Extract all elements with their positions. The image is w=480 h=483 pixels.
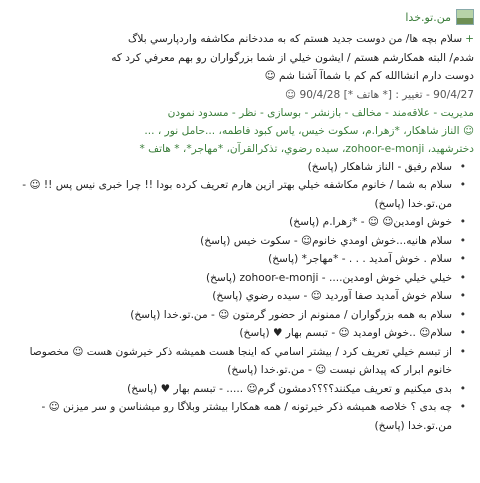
comment-item (6, 287, 456, 306)
comment-item (6, 343, 456, 380)
comment-item (6, 213, 456, 232)
comment-text: سلام خوش آمدید صفا آوردید ☺ - سیده رضوي (پاسخ) (212, 290, 452, 302)
comment-text: سلام به همه بزرگواران / ممنونم از حضور گرمتون ☺ - من.تو.خدا (پاسخ) (130, 308, 452, 321)
post-line-3: دوست دارم انشاالله کم کم با شماآ آشنا شم ☺ (264, 70, 474, 82)
participants (6, 122, 474, 158)
comment-item (6, 324, 456, 343)
post-line-1: سلام بچه ها/ من دوست جدید هستم که به مددخانم مکاشفه واردپارسي بلاگ (127, 33, 463, 45)
comment-text: سلام هانیه...خوش اومدي خانوم☺ - سکوت خیس (پاسخ) (200, 234, 452, 247)
comment-text: سلام به شما / خانوم مکاشفه خیلي بهتر ازین هارم تعریف کرده بودا !! چرا خبری نیس پس !! ☺ - من.تو.خدا (پاسخ) (22, 179, 452, 210)
comment-text: سلام رفیق - الناز شاهکار (پاسخ) (307, 160, 452, 173)
post-body (6, 30, 474, 86)
participants-line-2[interactable]: دخترشهید، zohoor-e-monji، سیده رضوي، تذکرالقرآن، *مهاجر*، * هاتف * (139, 142, 474, 155)
post-actions (6, 104, 474, 122)
comment-item (6, 250, 456, 269)
comment-item (6, 158, 456, 177)
comment-text: سلام☺ ..خوش اومدید ☺ - تبسم بهار ♥ (پاسخ) (239, 327, 452, 339)
post-line-2: شدم/ البته همکارشم هستم / ایشون خیلي از شما بزرگواران رو بهم معرفي کرد که (111, 51, 474, 64)
post-header (6, 6, 474, 28)
post-actions-links[interactable]: مدیریت - علاقه‌مند - مخالف - بازنشر - بوسازی - نظر - مسدود نمودن (167, 106, 474, 119)
author-name[interactable]: من.تو.خدا (405, 10, 451, 24)
comment-item (6, 306, 456, 325)
comment-item (6, 398, 456, 435)
post-meta (6, 86, 474, 104)
comment-text: خیلي خیلي خوش اومدین.... - zohoor-e-monji (پاسخ) (205, 271, 452, 284)
avatar[interactable] (456, 9, 474, 25)
comment-text: از تبسم خیلي تعریف کرد / بیشتر اسامي که اینجا هست همیشه ذکر خیرشون هست ☺ مخصوصا خانوم ابرار که پیداش نیست ☺ - من.تو.خدا (پاسخ) (29, 345, 452, 376)
comment-item (6, 232, 456, 251)
plus-icon: + (465, 33, 474, 45)
post-dates: 90/4/27 - تغییر : [* هاتف *] 90/4/28 ☺ (285, 88, 474, 101)
comment-text: بدی میکنیم و تعریف میکنند؟؟؟؟دمشون گرم☺ ..... - تبسم بهار ♥ (پاسخ) (127, 382, 452, 395)
comment-text: خوش اومدین☺ ☺ - *زهرا.م (پاسخ) (289, 216, 452, 228)
comment-item (6, 269, 456, 288)
participants-line-1[interactable]: ☺ الناز شاهکار، *زهرا.م، سکوت خیس، یاس کبود فاطمه، ...حامل نور ، ... (144, 124, 474, 137)
comment-text: سلام . خوش آمدید . . . - *مهاجر* (پاسخ) (268, 253, 452, 265)
comment-list (6, 158, 474, 436)
comment-item (6, 380, 456, 399)
comment-item (6, 176, 456, 213)
comment-text: چه بدی ؟ خلاصه همیشه ذکر خیرتونه / همه همکارا بیشتر وبلاگا رو میشناسن و سر میزنن ☺ - من.تو.خدا (پاسخ) (41, 401, 452, 432)
